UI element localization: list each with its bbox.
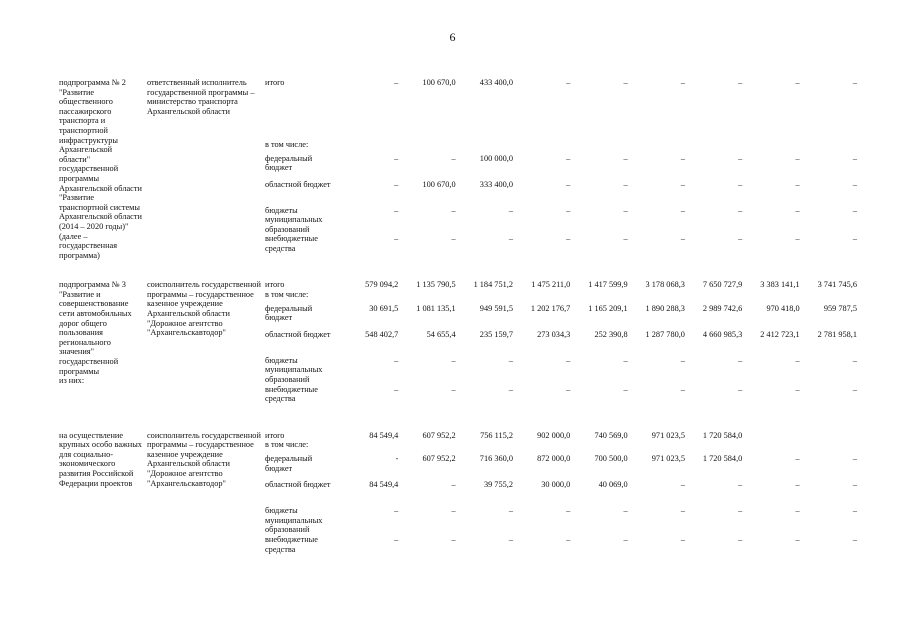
amount-cell: –: [566, 78, 571, 87]
amount-cell: –: [795, 535, 800, 545]
amount-cell: 1 135 790,5: [416, 280, 456, 290]
amount-cell: –: [394, 355, 399, 365]
amount-cell: [399, 440, 456, 454]
amount-cell: -: [395, 454, 399, 464]
amount-cell: –: [566, 506, 571, 516]
amount-cell: –: [623, 205, 628, 215]
funding-source-cell: итого: [265, 78, 285, 87]
amount-cell: –: [394, 506, 399, 516]
amount-cell: 1 890 288,3: [645, 303, 685, 313]
amount-cell: [514, 140, 571, 154]
funding-source-cell: итого: [265, 430, 285, 440]
amount-cell: –: [795, 506, 800, 516]
amount-cell: [399, 290, 456, 304]
amount-cell: –: [795, 234, 800, 244]
amount-cell: –: [852, 535, 857, 545]
amount-cell: 40 069,0: [598, 480, 628, 490]
amount-cell: 3 741 745,6: [817, 280, 857, 290]
amount-cell: [686, 140, 743, 154]
amount-cell: 2 781 958,1: [817, 329, 857, 339]
amount-cell: –: [738, 384, 743, 394]
amount-cell: 1 720 584,0: [702, 430, 743, 440]
amount-cell: –: [623, 535, 628, 545]
amount-cell: –: [795, 480, 800, 490]
block-separator: [58, 260, 858, 276]
amount-cell: –: [566, 205, 571, 215]
amount-cell: 3 383 141,1: [760, 280, 800, 290]
amount-cell: 607 952,2: [422, 430, 456, 440]
amount-cell: –: [795, 205, 800, 215]
amount-cell: –: [680, 153, 685, 163]
table-row: [58, 74, 858, 140]
funding-source-cell: областной бюджет: [265, 329, 331, 339]
amount-cell: –: [795, 454, 800, 464]
amount-cell: –: [795, 179, 800, 189]
amount-cell: –: [852, 384, 857, 394]
amount-cell: –: [566, 384, 571, 394]
amount-cell: –: [738, 234, 743, 244]
amount-cell: 1 720 584,0: [702, 454, 743, 464]
amount-cell: 971 023,5: [651, 454, 685, 464]
amount-cell: 333 400,0: [479, 179, 513, 189]
amount-cell: 607 952,2: [422, 454, 456, 464]
amount-cell: –: [508, 506, 513, 516]
amount-cell: –: [394, 179, 399, 189]
amount-cell: –: [451, 506, 456, 516]
amount-cell: –: [394, 205, 399, 215]
amount-cell: [571, 140, 628, 154]
funding-source-cell: областной бюджет: [265, 179, 331, 189]
amount-cell: [629, 290, 686, 304]
amount-cell: –: [451, 234, 456, 244]
amount-cell: –: [738, 480, 743, 490]
amount-cell: –: [394, 153, 399, 163]
amount-cell: 1 202 176,7: [530, 303, 571, 313]
amount-cell: –: [738, 205, 743, 215]
amount-cell: [457, 290, 514, 304]
program-name-cell: подпрограмма № 3 "Развитие и совершенствование сети автомобильных дорог общего пользования регионального значения" государственной программы из них:: [59, 280, 132, 386]
funding-source-cell: бюджеты муниципальных образований: [265, 355, 323, 385]
amount-cell: 100 670,0: [422, 78, 456, 87]
funding-source-cell: федеральный бюджет: [265, 454, 313, 473]
amount-cell: 100 670,0: [422, 179, 456, 189]
amount-cell: –: [566, 234, 571, 244]
funding-source-cell: итого: [265, 280, 285, 290]
funding-source-cell: федеральный бюджет: [265, 303, 313, 323]
amount-cell: –: [566, 179, 571, 189]
amount-cell: –: [795, 355, 800, 365]
funding-source-cell: бюджеты муниципальных образований: [265, 205, 323, 234]
amount-cell: –: [566, 535, 571, 545]
amount-cell: 100 000,0: [479, 153, 513, 163]
amount-cell: –: [738, 355, 743, 365]
amount-cell: –: [795, 384, 800, 394]
amount-cell: –: [852, 179, 857, 189]
amount-cell: 273 034,3: [537, 329, 571, 339]
amount-cell: 971 023,5: [651, 430, 685, 440]
funding-source-cell: областной бюджет: [265, 480, 331, 490]
amount-cell: 2 412 723,1: [760, 329, 800, 339]
amount-cell: 1 184 751,2: [473, 280, 513, 290]
amount-cell: –: [623, 153, 628, 163]
amount-cell: 1 417 599,9: [588, 280, 628, 290]
amount-cell: –: [623, 78, 628, 87]
amount-cell: –: [680, 384, 685, 394]
amount-cell: –: [738, 78, 743, 87]
amount-cell: –: [680, 480, 685, 490]
amount-cell: [457, 440, 514, 454]
amount-cell: –: [508, 355, 513, 365]
amount-cell: –: [508, 535, 513, 545]
amount-cell: –: [451, 535, 456, 545]
amount-cell: [801, 290, 858, 304]
amount-cell: 433 400,0: [479, 78, 513, 87]
amount-cell: –: [508, 384, 513, 394]
amount-cell: 84 549,4: [369, 430, 399, 440]
funding-source-cell: в том числе:: [265, 139, 309, 149]
amount-cell: –: [623, 179, 628, 189]
amount-cell: [399, 140, 456, 154]
amount-cell: 959 787,5: [823, 303, 857, 313]
amount-cell: –: [738, 179, 743, 189]
amount-cell: [743, 440, 800, 454]
amount-cell: 30 691,5: [369, 303, 399, 313]
amount-cell: –: [680, 234, 685, 244]
amount-cell: 1 165 209,1: [588, 303, 628, 313]
funding-source-cell: федеральный бюджет: [265, 153, 313, 173]
amount-cell: [801, 427, 858, 441]
amount-cell: –: [680, 179, 685, 189]
amount-cell: 235 159,7: [479, 329, 513, 339]
amount-cell: 4 660 985,3: [702, 329, 743, 339]
amount-cell: [743, 140, 800, 154]
amount-cell: 1 475 211,0: [531, 280, 571, 290]
executor-cell: соисполнитель государственной программы – государственное казенное учреждение Архангельской области "Дорожное агентство "Архангельскавтодор": [147, 430, 261, 488]
amount-cell: 700 500,0: [594, 454, 628, 464]
executor-cell: соисполнитель государственной программы – государственное казенное учреждение Архангельской области "Дорожное агентство "Архангельскавтодор": [147, 280, 261, 338]
funding-source-cell: внебюджетные средства: [265, 535, 318, 554]
amount-cell: [514, 290, 571, 304]
page-number: 6: [449, 30, 456, 44]
amount-cell: –: [852, 506, 857, 516]
amount-cell: 54 655,4: [426, 329, 456, 339]
amount-cell: 30 000,0: [541, 480, 571, 490]
amount-cell: –: [852, 355, 857, 365]
amount-cell: [342, 290, 399, 304]
amount-cell: –: [738, 153, 743, 163]
table-row: [58, 427, 858, 441]
amount-cell: 872 000,0: [537, 454, 571, 464]
amount-cell: –: [852, 205, 857, 215]
budget-table: [58, 74, 858, 561]
amount-cell: –: [451, 355, 456, 365]
amount-cell: [801, 140, 858, 154]
amount-cell: 949 591,5: [479, 303, 513, 313]
amount-cell: –: [394, 535, 399, 545]
amount-cell: [629, 140, 686, 154]
funding-source-cell: бюджеты муниципальных образований: [265, 506, 323, 535]
amount-cell: [342, 140, 399, 154]
program-name-cell: на осуществление крупных особо важных для социально-экономического развития Российской Федерации проектов: [59, 430, 142, 488]
amount-cell: –: [394, 234, 399, 244]
amount-cell: [743, 427, 800, 441]
amount-cell: [342, 440, 399, 454]
amount-cell: 7 650 727,9: [702, 280, 743, 290]
funding-source-cell: в том числе:: [265, 440, 309, 450]
amount-cell: [686, 290, 743, 304]
amount-cell: –: [451, 153, 456, 163]
amount-cell: 579 094,2: [365, 280, 399, 290]
funding-source-cell: в том числе:: [265, 289, 309, 299]
amount-cell: –: [394, 78, 399, 87]
amount-cell: –: [623, 234, 628, 244]
funding-source-cell: внебюджетные средства: [265, 234, 318, 253]
amount-cell: 2 989 742,6: [702, 303, 743, 313]
amount-cell: 3 178 068,3: [645, 280, 685, 290]
amount-cell: –: [738, 506, 743, 516]
amount-cell: –: [508, 205, 513, 215]
amount-cell: –: [852, 480, 857, 490]
amount-cell: 902 000,0: [537, 430, 571, 440]
amount-cell: [686, 440, 743, 454]
amount-cell: [571, 290, 628, 304]
amount-cell: 716 360,0: [479, 454, 513, 464]
amount-cell: 548 402,7: [365, 329, 399, 339]
amount-cell: [629, 440, 686, 454]
amount-cell: 970 418,0: [766, 303, 800, 313]
amount-cell: –: [394, 384, 399, 394]
funding-source-cell: внебюджетные средства: [265, 384, 318, 404]
table-row: [58, 276, 858, 290]
amount-cell: 756 115,2: [480, 430, 513, 440]
amount-cell: [457, 140, 514, 154]
amount-cell: –: [623, 506, 628, 516]
amount-cell: –: [451, 205, 456, 215]
amount-cell: –: [852, 153, 857, 163]
amount-cell: [514, 440, 571, 454]
amount-cell: –: [852, 454, 857, 464]
amount-cell: –: [852, 78, 857, 87]
executor-cell: ответственный исполнитель государственной программы – министерство транспорта Архангельской области: [147, 78, 255, 116]
amount-cell: [743, 290, 800, 304]
amount-cell: –: [623, 355, 628, 365]
amount-cell: 252 390,8: [594, 329, 628, 339]
amount-cell: –: [623, 384, 628, 394]
amount-cell: 39 755,2: [483, 480, 513, 490]
budget-table-body: [58, 74, 858, 561]
amount-cell: –: [680, 535, 685, 545]
amount-cell: –: [795, 153, 800, 163]
amount-cell: –: [738, 535, 743, 545]
program-name-cell: подпрограмма № 2 "Развитие общественного пассажирского транспорта и транспортной инфраструктуры Архангельской области" государственной программы Архангельской области "Развитие транспортной системы Архангельской области (2014 – 2020 годы)" (далее – государственная программа): [59, 78, 142, 260]
block-separator: [58, 411, 858, 427]
amount-cell: [571, 440, 628, 454]
amount-cell: –: [680, 355, 685, 365]
amount-cell: –: [680, 205, 685, 215]
amount-cell: 740 569,0: [594, 430, 628, 440]
amount-cell: 1 081 135,1: [416, 303, 456, 313]
amount-cell: –: [566, 355, 571, 365]
amount-cell: –: [680, 78, 685, 87]
amount-cell: 1 287 780,0: [645, 329, 685, 339]
amount-cell: [801, 440, 858, 454]
amount-cell: –: [451, 384, 456, 394]
amount-cell: –: [680, 506, 685, 516]
amount-cell: 84 549,4: [369, 480, 399, 490]
amount-cell: –: [852, 234, 857, 244]
amount-cell: –: [566, 153, 571, 163]
amount-cell: –: [451, 480, 456, 490]
amount-cell: –: [508, 234, 513, 244]
amount-cell: –: [795, 78, 800, 87]
